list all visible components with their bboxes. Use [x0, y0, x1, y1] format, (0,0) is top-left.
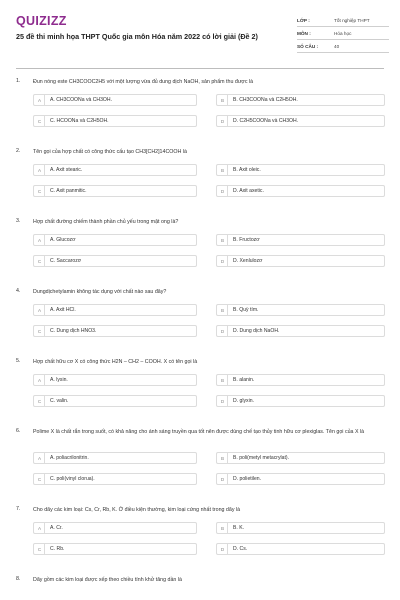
- meta-value: Hóa học: [334, 30, 352, 36]
- option-letter: A: [35, 235, 45, 245]
- option-d[interactable]: [216, 395, 385, 407]
- option-letter: C: [35, 116, 45, 126]
- option-text: C. poli(vinyl clorua).: [50, 476, 95, 482]
- option-text: A. poliacrilonitrin.: [50, 455, 89, 461]
- option-text: C. Rb.: [50, 546, 65, 552]
- question-number: 1.: [16, 78, 21, 84]
- option-letter: C: [35, 396, 45, 406]
- question-number: 5.: [16, 358, 21, 364]
- option-letter: D: [218, 326, 228, 336]
- option-c[interactable]: [33, 115, 197, 127]
- option-a[interactable]: [33, 164, 197, 176]
- question-number: 4.: [16, 288, 21, 294]
- question-text: Dungdịchetylamin không tác dụng với chất nào sau đây?: [33, 289, 167, 295]
- option-letter: C: [35, 326, 45, 336]
- meta-table: [297, 14, 389, 53]
- option-d[interactable]: [216, 325, 385, 337]
- option-text: A. Axit stearic.: [50, 167, 83, 173]
- option-c[interactable]: [33, 255, 197, 267]
- option-letter: A: [35, 95, 45, 105]
- option-b[interactable]: [216, 522, 385, 534]
- option-letter: B: [218, 375, 228, 385]
- question-number: 7.: [16, 506, 21, 512]
- option-c[interactable]: [33, 473, 197, 485]
- option-letter: A: [35, 165, 45, 175]
- option-letter: B: [218, 453, 228, 463]
- option-text: B. Fructozơ: [233, 237, 260, 243]
- option-text: A. lysin.: [50, 377, 68, 383]
- option-text: D. Axit axetic.: [233, 188, 264, 194]
- option-letter: D: [218, 474, 228, 484]
- option-c[interactable]: [33, 395, 197, 407]
- option-letter: C: [35, 186, 45, 196]
- question-text: Tên gọi của hợp chất có công thức cấu tạo CH3[CH2]14COOH là: [33, 149, 187, 155]
- question-text: Cho dãy các kim loại: Cs, Cr, Rb, K. Ở điều kiện thường, kim loại cứng nhất trong dãy là: [33, 507, 241, 513]
- question-text: Polime X là chất rắn trong suốt, có khả năng cho ánh sáng truyền qua tốt nên được dùng chế tạo thủy tinh hữu cơ plexiglas. Tên gọi của X là: [33, 429, 365, 435]
- meta-row-count: [297, 40, 389, 53]
- meta-value: 40: [334, 43, 340, 49]
- option-c[interactable]: [33, 543, 197, 555]
- option-a[interactable]: [33, 522, 197, 534]
- option-text: A. Cr.: [50, 525, 63, 531]
- option-b[interactable]: [216, 234, 385, 246]
- question-number: 2.: [16, 148, 21, 154]
- option-d[interactable]: [216, 255, 385, 267]
- option-letter: A: [35, 305, 45, 315]
- worksheet-header: [0, 0, 400, 62]
- option-letter: C: [35, 474, 45, 484]
- option-a[interactable]: [33, 94, 197, 106]
- meta-key: SỐ CÂU :: [297, 43, 319, 49]
- option-b[interactable]: [216, 374, 385, 386]
- option-text: C. Dung dịch HNO3.: [50, 328, 97, 334]
- option-b[interactable]: [216, 452, 385, 464]
- option-b[interactable]: [216, 164, 385, 176]
- option-letter: B: [218, 235, 228, 245]
- question-text: Hợp chất hữu cơ X có công thức H2N – CH2 – COOH. X có tên gọi là: [33, 359, 198, 365]
- quiz-title: 25 đề thi minh họa THPT Quốc gia môn Hóa năm 2022 có lời giải (Đề 2): [16, 32, 258, 41]
- option-b[interactable]: [216, 94, 385, 106]
- option-a[interactable]: [33, 234, 197, 246]
- option-d[interactable]: [216, 473, 385, 485]
- option-text: B. alanin.: [233, 377, 255, 383]
- option-c[interactable]: [33, 325, 197, 337]
- option-b[interactable]: [216, 304, 385, 316]
- option-d[interactable]: [216, 543, 385, 555]
- option-text: B. Quỳ tím.: [233, 307, 259, 313]
- option-text: C. Saccarozơ: [50, 258, 82, 264]
- option-text: C. HCOONa và C2H5OH.: [50, 118, 109, 124]
- meta-row-class: [297, 14, 389, 27]
- option-text: A. Glucozơ: [50, 237, 76, 243]
- option-text: C. valin.: [50, 398, 69, 404]
- question-text: Hợp chất đường chiếm thành phần chủ yếu trong mật ong là?: [33, 219, 179, 225]
- quizizz-logo: QUIZIZZ: [16, 14, 67, 28]
- option-letter: A: [35, 453, 45, 463]
- option-text: D. glyxin.: [233, 398, 254, 404]
- question-number: 8.: [16, 576, 21, 582]
- option-text: D. Xenlulozơ: [233, 258, 263, 264]
- option-letter: D: [218, 544, 228, 554]
- option-letter: A: [35, 523, 45, 533]
- meta-key: LỚP :: [297, 17, 310, 23]
- option-text: B. Axit oleic.: [233, 167, 261, 173]
- option-letter: C: [35, 256, 45, 266]
- option-letter: C: [35, 544, 45, 554]
- option-text: C. Axit panmitic.: [50, 188, 87, 194]
- option-text: B. K.: [233, 525, 245, 531]
- option-d[interactable]: [216, 185, 385, 197]
- option-a[interactable]: [33, 452, 197, 464]
- option-letter: D: [218, 186, 228, 196]
- header-divider: [16, 68, 384, 69]
- option-letter: A: [35, 375, 45, 385]
- meta-value: Tốt nghiệp THPT: [334, 17, 370, 23]
- option-text: A. Axit HCl.: [50, 307, 76, 313]
- option-text: D. polietilen.: [233, 476, 262, 482]
- option-letter: B: [218, 95, 228, 105]
- option-text: D. Cs.: [233, 546, 248, 552]
- option-text: D. C2H5COONa và CH3OH.: [233, 118, 299, 124]
- question-text: Dãy gồm các kim loại được xếp theo chiều tính khử tăng dần là: [33, 577, 182, 583]
- option-text: D. Dung dịch NaOH.: [233, 328, 280, 334]
- option-letter: B: [218, 305, 228, 315]
- option-c[interactable]: [33, 185, 197, 197]
- option-letter: D: [218, 396, 228, 406]
- option-d[interactable]: [216, 115, 385, 127]
- option-text: A. CH3COONa và CH3OH.: [50, 97, 112, 103]
- option-letter: B: [218, 165, 228, 175]
- option-letter: B: [218, 523, 228, 533]
- question-number: 6.: [16, 428, 21, 434]
- option-letter: D: [218, 256, 228, 266]
- question-number: 3.: [16, 218, 21, 224]
- meta-key: MÔN :: [297, 30, 311, 36]
- option-a[interactable]: [33, 374, 197, 386]
- option-text: B. CH3COONa và C2H5OH.: [233, 97, 298, 103]
- option-text: B. poli(metyl metacrylat).: [233, 455, 290, 461]
- option-letter: D: [218, 116, 228, 126]
- option-a[interactable]: [33, 304, 197, 316]
- meta-row-subject: [297, 27, 389, 40]
- question-text: Đun nóng este CH3COOC2H5 với một lượng vừa đủ dung dịch NaOH, sản phẩm thu được là: [33, 79, 254, 85]
